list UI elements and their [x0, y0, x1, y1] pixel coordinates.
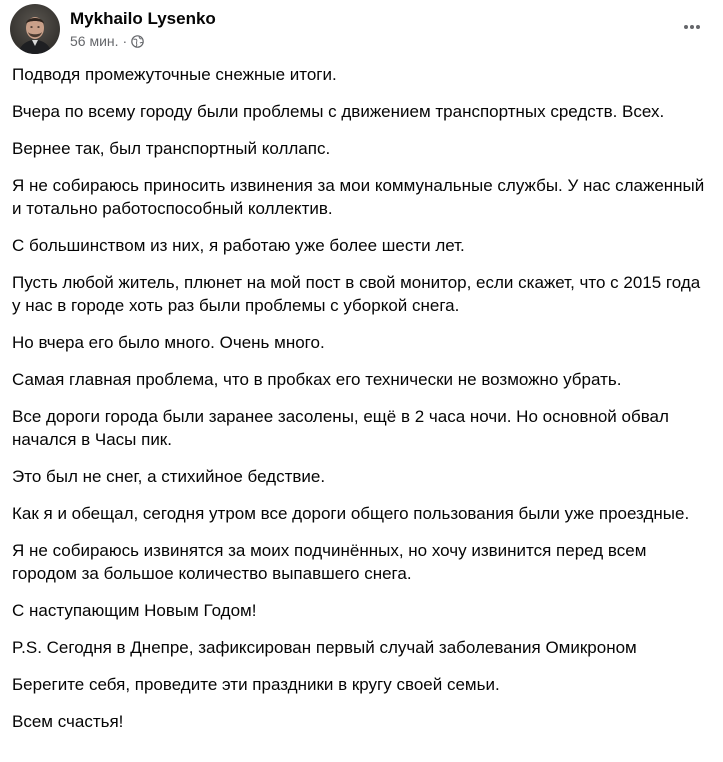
- post-paragraph: P.S. Сегодня в Днепре, зафиксирован первый случай заболевания Омикроном: [12, 638, 637, 657]
- post-body: [12, 63, 712, 747]
- post-paragraph: Это был не снег, а стихийное бедствие.: [12, 467, 326, 486]
- post-paragraph: Я не собираюсь приносить извинения за мои коммунальные службы. У нас слаженный и тотально работоспособный коллектив.: [12, 176, 705, 218]
- more-horizontal-icon: [682, 17, 702, 37]
- post-paragraph: Как я и обещал, сегодня утром все дороги общего пользования были уже проездные.: [12, 504, 690, 523]
- post-meta: [70, 8, 216, 50]
- post-timestamp[interactable]: 56 мин.: [70, 33, 119, 49]
- more-options-button[interactable]: [675, 10, 709, 44]
- post-paragraph: Все дороги города были заранее засолены, ещё в 2 часа ночи. Но основной обвал начался в Часы пик.: [12, 407, 669, 449]
- post-paragraph: Самая главная проблема, что в пробках его технически не возможно убрать.: [12, 370, 622, 389]
- post-paragraph: Но вчера его было много. Очень много.: [12, 333, 325, 352]
- post-header: [10, 4, 216, 54]
- post-paragraph: С большинством из них, я работаю уже более шести лет.: [12, 236, 465, 255]
- post-paragraph: Берегите себя, проведите эти праздники в кругу своей семьи.: [12, 675, 500, 694]
- post-paragraph: Вчера по всему городу были проблемы с движением транспортных средств. Всех.: [12, 102, 665, 121]
- globe-icon[interactable]: [131, 35, 144, 48]
- post-subline: [70, 32, 216, 50]
- avatar[interactable]: [10, 4, 60, 54]
- author-name[interactable]: Mykhailo Lysenko: [70, 9, 216, 28]
- post-paragraph: Я не собираюсь извинятся за моих подчинённых, но хочу извинится перед всем городом за большое количество выпавшего снега.: [12, 541, 647, 583]
- post-paragraph: С наступающим Новым Годом!: [12, 601, 257, 620]
- post-paragraph: Пусть любой житель, плюнет на мой пост в свой монитор, если скажет, что с 2015 года у нас в городе хоть раз были проблемы с уборкой снега.: [12, 273, 701, 315]
- post-paragraph: Вернее так, был транспортный коллапс.: [12, 139, 331, 158]
- avatar-photo: [10, 4, 60, 54]
- separator-dot: ·: [122, 33, 128, 49]
- post-paragraph: Всем счастья!: [12, 712, 124, 731]
- post-paragraph: Подводя промежуточные снежные итоги.: [12, 65, 337, 84]
